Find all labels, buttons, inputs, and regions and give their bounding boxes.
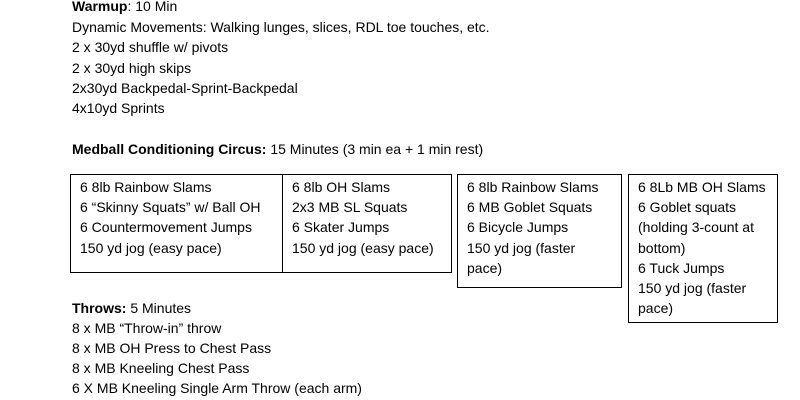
station-line: 6 8Lb MB OH Slams bbox=[638, 179, 766, 195]
station-line: 6 MB Goblet Squats bbox=[467, 199, 593, 216]
station-line: 2x3 MB SL Squats bbox=[292, 199, 408, 216]
warmup-duration: : 10 Min bbox=[127, 0, 178, 14]
station-box-1 bbox=[70, 174, 283, 273]
warmup-line: 2 x 30yd shuffle w/ pivots bbox=[72, 39, 229, 55]
station-line: pace) bbox=[638, 300, 674, 317]
station-box-3 bbox=[457, 174, 622, 288]
warmup-heading: Warmup bbox=[72, 0, 128, 14]
station-line: 6 8lb Rainbow Slams bbox=[80, 179, 212, 195]
warmup-heading-line bbox=[72, 0, 177, 16]
warmup-line: 2 x 30yd high skips bbox=[72, 60, 192, 76]
station-line: pace) bbox=[467, 259, 503, 276]
station-line: 6 8lb OH Slams bbox=[292, 179, 391, 195]
throws-line: 8 x MB Kneeling Chest Pass bbox=[72, 360, 250, 376]
station-line: 6 “Skinny Squats” w/ Ball OH bbox=[80, 199, 261, 216]
station-line: 6 Tuck Jumps bbox=[638, 259, 725, 276]
throws-line: 8 x MB “Throw-in” throw bbox=[72, 320, 222, 336]
station-line: 150 yd jog (faster bbox=[467, 239, 576, 256]
throws-line: 8 x MB OH Press to Chest Pass bbox=[72, 340, 272, 356]
warmup-line: Dynamic Movements: Walking lunges, slices, RDL toe touches, etc. bbox=[72, 19, 490, 35]
throws-duration: 5 Minutes bbox=[126, 300, 192, 316]
station-line: 150 yd jog (easy pace) bbox=[292, 239, 434, 256]
station-line: 6 Skater Jumps bbox=[292, 219, 390, 236]
station-box-2 bbox=[282, 174, 452, 273]
warmup-line: 2x30yd Backpedal-Sprint-Backpedal bbox=[72, 80, 298, 96]
medball-heading-line bbox=[72, 139, 483, 159]
throws-line: 6 X MB Kneeling Single Arm Throw (each arm) bbox=[72, 380, 362, 396]
throws-heading-line bbox=[72, 298, 191, 318]
station-line: (holding 3-count at bbox=[638, 219, 754, 236]
station-line: 6 Countermovement Jumps bbox=[80, 219, 252, 236]
medball-duration: 15 Minutes (3 min ea + 1 min rest) bbox=[266, 141, 484, 157]
throws-heading: Throws: bbox=[72, 300, 127, 316]
warmup-line: 4x10yd Sprints bbox=[72, 100, 165, 116]
station-line: 6 Goblet squats bbox=[638, 199, 737, 216]
station-line: 6 Bicycle Jumps bbox=[467, 219, 569, 236]
station-line: bottom) bbox=[638, 239, 686, 256]
station-line: 150 yd jog (faster bbox=[638, 280, 747, 297]
station-box-4 bbox=[628, 174, 778, 323]
medball-heading: Medball Conditioning Circus: bbox=[72, 141, 267, 157]
station-line: 6 8lb Rainbow Slams bbox=[467, 179, 599, 195]
station-line: 150 yd jog (easy pace) bbox=[80, 239, 222, 256]
